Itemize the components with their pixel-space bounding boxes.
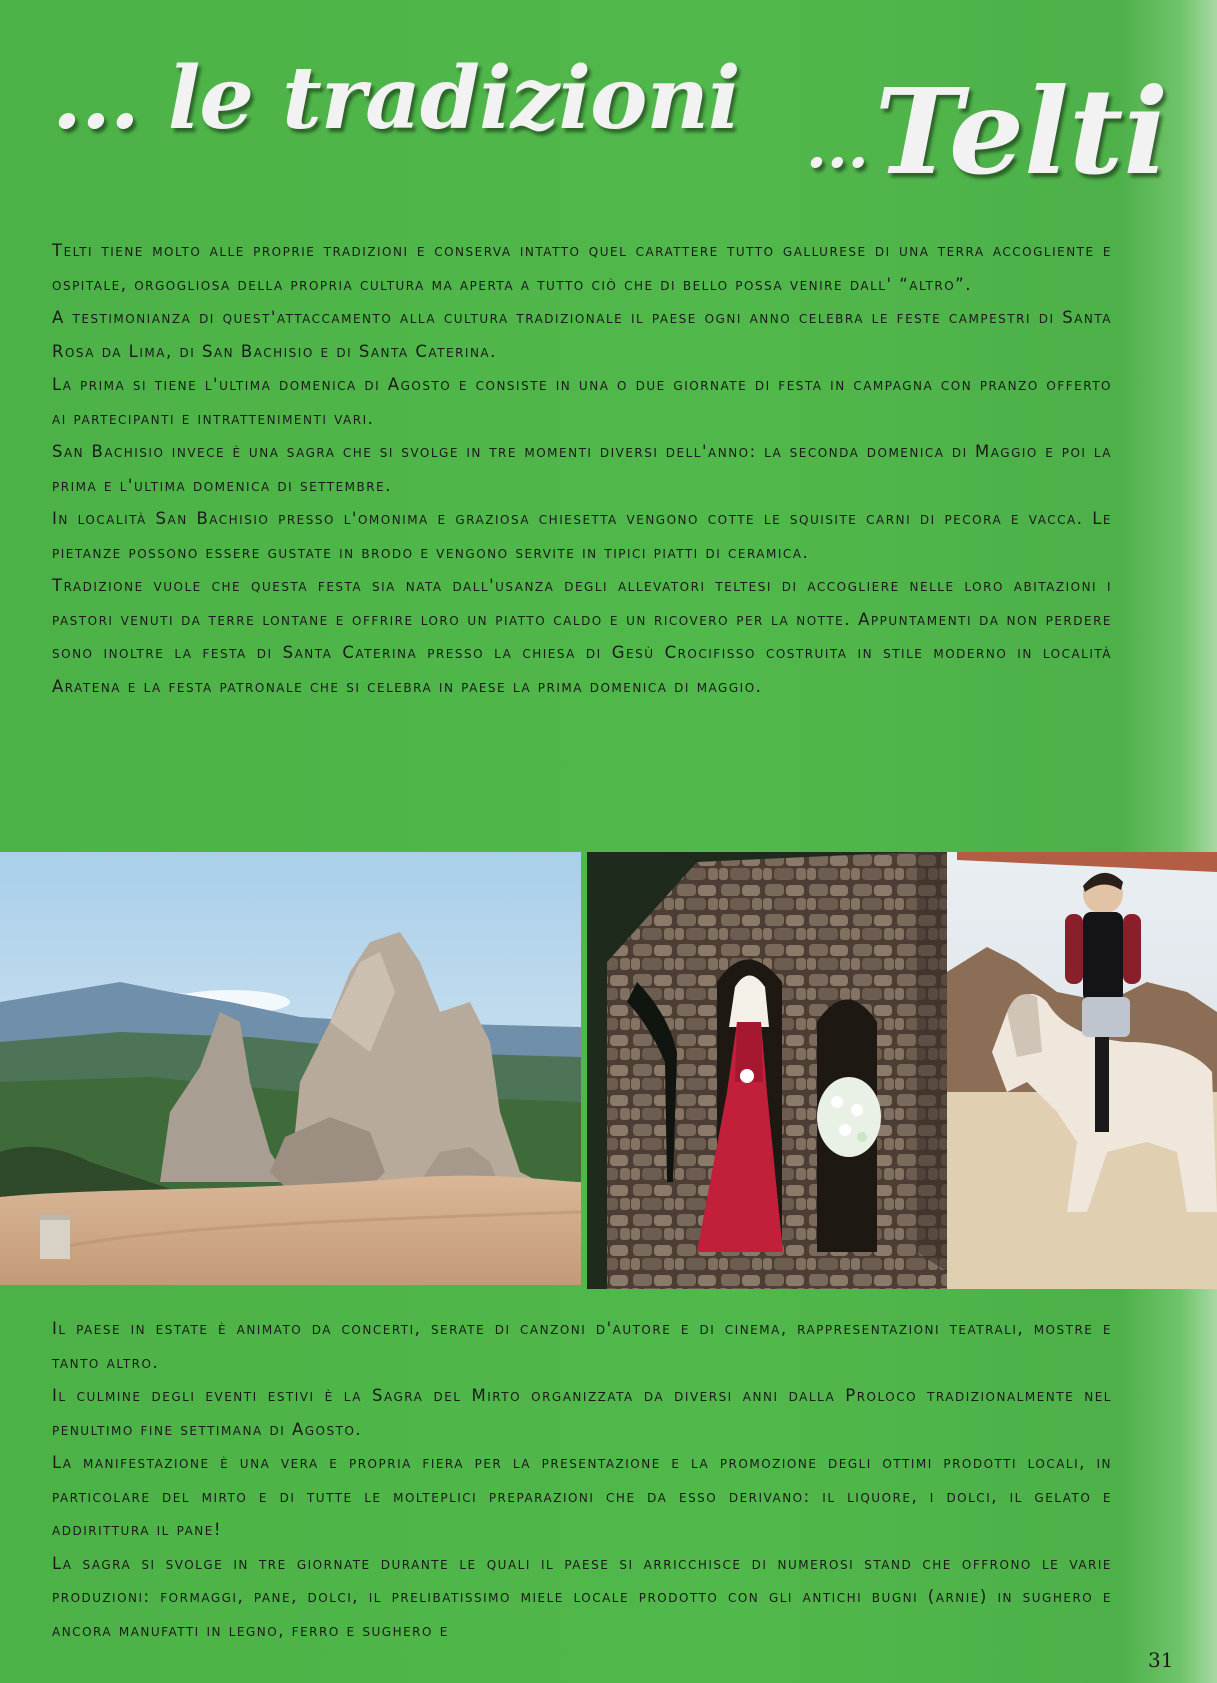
- page-number: 31: [1148, 1648, 1174, 1672]
- paragraph: In località San Bachisio presso l'omonima e graziosa chiesetta vengono cotte le squisite carni di pecora e vacca. Le pietanze possono essere gustate in brodo e vengono servite in tipici piatti di ceramica.: [52, 509, 1112, 562]
- paragraph: Tradizione vuole che questa festa sia nata dall'usanza degli allevatori teltesi di accogliere nelle loro abitazioni i pastori venuti da terre lontane e offrire loro un piatto caldo e un ricovero per la notte. Appuntamenti da non perdere sono inoltre la festa di Santa Caterina presso la chiesa di Gesù Crocifisso costruita in stile moderno in località Aratena e la festa patronale che si celebra in paese la prima domenica di maggio.: [52, 576, 1112, 696]
- paragraph: A testimonianza di quest'attaccamento alla cultura tradizionale il paese ogni anno celebra le feste campestri di Santa Rosa da Lima, di San Bachisio e di Santa Caterina.: [52, 308, 1112, 361]
- paragraph: Telti tiene molto alle proprie tradizioni e conserva intatto quel carattere tutto gallurese di una terra accogliente e ospitale, orgogliosa della propria cultura ma aperta a tutto ciò che di bello possa venire dall' “altro”.: [52, 241, 1112, 294]
- section-title: ... le tradizioni: [52, 48, 740, 149]
- paragraph: La prima si tiene l'ultima domenica di Agosto e consiste in una o due giornate di festa in campagna con pranzo offerto ai partecipanti e intrattenimenti vari.: [52, 375, 1112, 428]
- town-title: [806, 62, 1168, 201]
- paragraph: Il culmine degli eventi estivi è la Sagra del Mirto organizzata da diversi anni dalla Proloco tradizionalmente nel penultimo fine settimana di Agosto.: [52, 1386, 1112, 1439]
- paragraph: San Bachisio invece è una sagra che si svolge in tre momenti diversi dell'anno: la seconda domenica di Maggio e poi la prima e l'ultima domenica di settembre.: [52, 442, 1112, 495]
- town-title-text: Telti: [874, 62, 1169, 201]
- mural-photo: [587, 852, 1217, 1289]
- granite-rocks-illustration: [0, 852, 581, 1285]
- mural-illustration: [587, 852, 1217, 1289]
- landscape-photo: [0, 852, 581, 1285]
- summer-events-text: [52, 1312, 1112, 1647]
- traditions-text: [52, 234, 1112, 703]
- town-title-dots: ...: [806, 112, 869, 182]
- paragraph: Il paese in estate è animato da concerti, serate di canzoni d'autore e di cinema, rappresentazioni teatrali, mostre e tanto altro.: [52, 1319, 1112, 1372]
- paragraph: La manifestazione è una vera e propria fiera per la presentazione e la promozione degli ottimi prodotti locali, in particolare del mirto e di tutte le molteplici preparazioni che da esso derivano: il liquore, i dolci, il gelato e addirittura il pane!: [52, 1453, 1112, 1539]
- paragraph: La sagra si svolge in tre giornate durante le quali il paese si arricchisce di numerosi stand che offrono le varie produzioni: formaggi, pane, dolci, il prelibatissimo miele locale prodotto con gli antichi bugni (arnie) in sughero e ancora manufatti in legno, ferro e sughero e: [52, 1553, 1112, 1640]
